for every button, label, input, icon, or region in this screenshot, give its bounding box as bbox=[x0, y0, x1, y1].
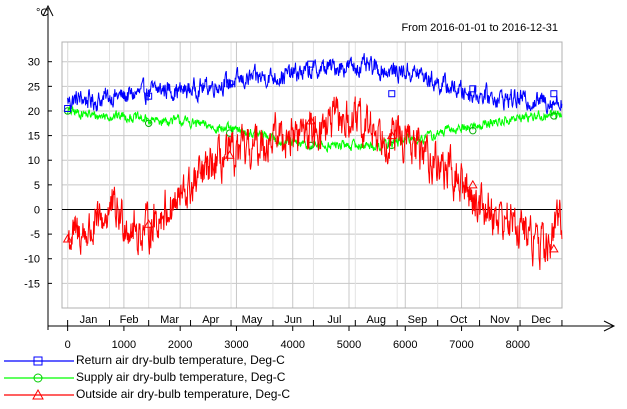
y-tick-label: -5 bbox=[30, 229, 40, 242]
plot-area-border bbox=[62, 42, 562, 308]
axes bbox=[24, 6, 614, 351]
x-tick-label: 4000 bbox=[280, 339, 305, 351]
y-tick-label: -10 bbox=[24, 253, 40, 266]
y-tick-label: 10 bbox=[27, 155, 40, 168]
series-marker-square bbox=[389, 91, 395, 97]
month-label: Jul bbox=[327, 314, 342, 326]
x-tick-label: 1000 bbox=[111, 339, 137, 351]
series-marker-square bbox=[551, 91, 557, 97]
x-tick-label: 6000 bbox=[393, 339, 418, 351]
legend-item-outside-air bbox=[4, 386, 424, 403]
y-tick-label: 30 bbox=[27, 56, 40, 69]
y-tick-label: 0 bbox=[33, 204, 40, 217]
month-label: Jan bbox=[79, 314, 98, 326]
series-line-0 bbox=[68, 53, 562, 114]
legend-label-outside-air: Outside air dry-bulb temperature, Deg-C bbox=[76, 387, 291, 401]
month-label: Nov bbox=[490, 314, 510, 326]
legend bbox=[4, 352, 424, 403]
month-label: Jun bbox=[284, 314, 303, 326]
plot-frame bbox=[62, 42, 562, 308]
y-tick-label: 5 bbox=[33, 179, 40, 192]
legend-swatch-square-icon bbox=[4, 352, 74, 369]
month-label: Aug bbox=[366, 314, 387, 326]
legend-swatch-circle-icon bbox=[4, 369, 74, 386]
grid bbox=[62, 42, 562, 308]
y-tick-label: 25 bbox=[27, 81, 40, 94]
month-label: Mar bbox=[160, 314, 180, 326]
month-label: Oct bbox=[450, 314, 468, 326]
x-tick-label: 5000 bbox=[336, 339, 362, 351]
month-label: Dec bbox=[531, 314, 551, 326]
legend-label-return-air: Return air dry-bulb temperature, Deg-C bbox=[76, 353, 285, 367]
month-label: Feb bbox=[119, 314, 139, 326]
legend-label-supply-air: Supply air dry-bulb temperature, Deg-C bbox=[76, 370, 286, 384]
y-tick-label: -15 bbox=[24, 278, 40, 291]
y-axis-label: °C bbox=[36, 7, 49, 19]
legend-item-return-air bbox=[4, 352, 424, 369]
x-tick-label: 2000 bbox=[167, 339, 193, 351]
x-tick-label: 7000 bbox=[449, 339, 474, 351]
month-label: Sep bbox=[407, 314, 428, 326]
series-lines bbox=[64, 53, 562, 270]
chart-subtitle: From 2016-01-01 to 2016-12-31 bbox=[401, 22, 558, 34]
x-tick-label: 0 bbox=[64, 339, 71, 351]
legend-swatch-triangle-icon bbox=[4, 386, 74, 403]
month-label: Apr bbox=[202, 314, 220, 326]
month-label: May bbox=[241, 314, 263, 326]
x-tick-label: 8000 bbox=[505, 339, 531, 351]
y-tick-label: 15 bbox=[27, 130, 40, 143]
legend-item-supply-air bbox=[4, 369, 424, 386]
x-tick-label: 3000 bbox=[224, 339, 249, 351]
y-tick-label: 20 bbox=[27, 105, 40, 118]
